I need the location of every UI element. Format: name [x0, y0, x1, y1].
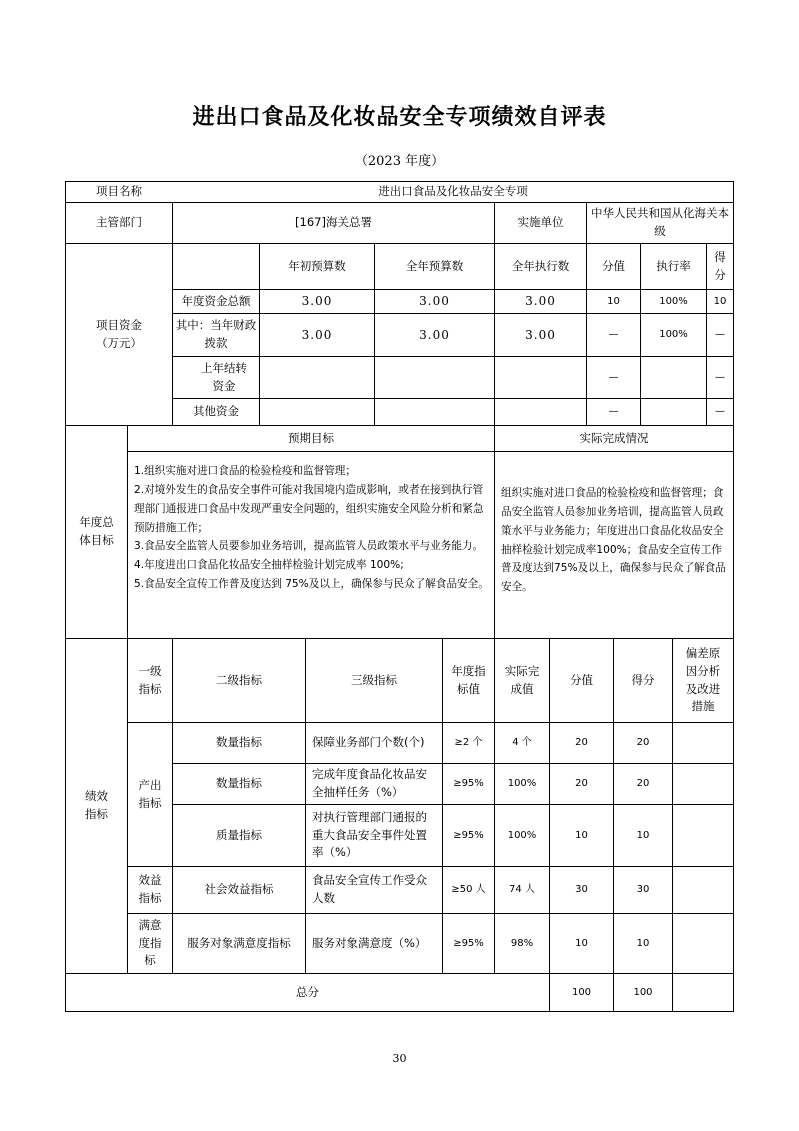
dept-value: [167]海关总署 — [295, 215, 372, 230]
perf-row-actual: 98% — [510, 937, 534, 949]
goals-expected-header: 预期目标 — [288, 430, 334, 445]
perf-row-l3: 食品安全宣传工作受众人数 — [312, 873, 427, 905]
goals-actual-header: 实际完成情况 — [579, 430, 649, 445]
funds-row-score: — — [715, 329, 725, 341]
perf-row-l2: 社会效益指标 — [204, 882, 274, 897]
funds-row-exec: 3.00 — [525, 294, 556, 309]
perf-row-l2: 服务对象满意度指标 — [187, 935, 291, 950]
funds-row-annual: 3.00 — [419, 327, 450, 342]
perf-row-l3: 完成年度食品化妆品安全抽样任务（%） — [312, 767, 427, 799]
goals-actual-item: 组织实施对进口食品的检验检疫和监督管理；食品安全监管人员参加业务培训，提高监管人员政策水平与业务能力；年度进出口食品化妆品安全抽样检验计划完成率100%；食品安全宣传工作普及度达到75%及以上，确保参与民众了解食品安全。 — [501, 487, 726, 594]
total-score-val: 100 — [571, 986, 592, 998]
perf-header-actual: 实际完成值 — [504, 663, 540, 696]
goals-expected-item: 1.组织实施对进口食品的检验检疫和监督管理； — [134, 465, 356, 477]
funds-header-score-val: 分值 — [602, 258, 625, 273]
perf-row-score-val: 20 — [575, 778, 588, 790]
perf-row-target: ≥95% — [453, 829, 484, 841]
funds-row-score-val: 10 — [607, 295, 620, 307]
perf-header-score: 得分 — [631, 672, 655, 687]
perf-row-score: 10 — [636, 829, 650, 841]
perf-row-score: 30 — [636, 884, 650, 896]
project-name-value: 进出口食品及化妆品安全专项 — [378, 184, 528, 199]
perf-label: 绩效指标 — [85, 789, 108, 821]
perf-row-l2: 质量指标 — [216, 827, 262, 842]
funds-row-score-val: — — [608, 406, 619, 418]
total-score: 100 — [633, 986, 653, 998]
perf-row-actual: 4 个 — [512, 737, 532, 749]
page-number: 30 — [392, 1052, 407, 1065]
funds-row-score: — — [715, 371, 725, 383]
goals-label: 年度总体目标 — [79, 515, 114, 547]
perf-row-actual: 100% — [507, 778, 537, 790]
funds-header-score: 得分 — [714, 249, 726, 282]
funds-header-rate: 执行率 — [656, 258, 691, 273]
perf-row-l3: 保障业务部门个数(个) — [312, 735, 425, 750]
perf-row-score: 20 — [636, 778, 650, 790]
perf-row-target: ≥95% — [453, 778, 484, 790]
goals-expected-item: 2.对境外发生的食品安全事件可能对我国境内造成影响，或者在接到执行管理部门通报进口食品中发现严重安全问题的，组织实施安全风险分析和紧急预防措施工作； — [134, 483, 484, 534]
perf-group-satisfaction: 满意度指标 — [138, 917, 162, 968]
funds-row-score-val: — — [608, 371, 619, 383]
funds-row-rate: 100% — [659, 295, 688, 307]
perf-header-l2: 二级指标 — [216, 672, 262, 687]
funds-row-annual: 3.00 — [419, 294, 450, 309]
perf-row-target: ≥95% — [453, 937, 484, 949]
perf-row-l3: 对执行管理部门通报的重大食品安全事件处置率（%） — [312, 809, 427, 860]
perf-row-score: 20 — [636, 737, 650, 749]
perf-row-score-val: 30 — [575, 884, 588, 896]
funds-row-score: 10 — [713, 295, 727, 307]
dept-label: 主管部门 — [96, 215, 142, 230]
funds-row-label: 年度资金总额 — [181, 293, 251, 308]
perf-row-l2: 数量指标 — [216, 776, 262, 791]
funds-label: 项目资金 （万元） — [96, 317, 142, 350]
funds-header-init: 年初预算数 — [288, 258, 346, 273]
impl-value: 中华人民共和国从化海关本级 — [591, 206, 729, 238]
perf-header-l3: 三级指标 — [351, 672, 397, 687]
funds-header-exec: 全年执行数 — [511, 258, 570, 273]
funds-row-label: 上年结转资金 — [201, 360, 247, 393]
goals-expected-item: 3.食品安全监管人员要参加业务培训，提高监管人员政策水平与业务能力。4.年度进出口食品化妆品安全抽样检验计划完成率 100%; — [134, 540, 484, 572]
perf-header-note: 偏差原因分析及改进措施 — [685, 645, 721, 714]
goals-actual-text — [501, 484, 729, 614]
project-name-label: 项目名称 — [96, 184, 142, 199]
perf-row-target: ≥50 人 — [451, 884, 486, 896]
total-label: 总分 — [296, 984, 319, 999]
perf-header-target: 年度指标值 — [451, 663, 486, 696]
perf-row-l2: 数量指标 — [216, 735, 262, 750]
perf-row-score-val: 10 — [575, 829, 588, 841]
perf-group-output: 产出指标 — [138, 777, 162, 810]
funds-row-init: 3.00 — [301, 294, 333, 309]
impl-label: 实施单位 — [517, 215, 564, 230]
funds-header-annual: 全年预算数 — [405, 258, 464, 273]
perf-header-l1: 一级指标 — [138, 663, 162, 696]
perf-row-score-val: 10 — [575, 937, 588, 949]
funds-row-label: 其中：当年财政拨款 — [175, 318, 257, 350]
perf-group-benefit: 效益指标 — [138, 873, 162, 905]
funds-row-exec: 3.00 — [525, 327, 556, 342]
page-title: 进出口食品及化妆品安全专项绩效自评表 — [192, 104, 607, 130]
perf-row-actual: 74 人 — [509, 884, 535, 896]
perf-row-score-val: 20 — [575, 737, 588, 749]
page-subtitle: （2023 年度） — [354, 154, 445, 169]
perf-header-score-val: 分值 — [570, 672, 593, 687]
perf-row-target: ≥2 个 — [454, 737, 483, 749]
perf-row-actual: 100% — [507, 829, 537, 841]
goals-expected-text — [134, 462, 490, 634]
funds-row-score-val: — — [608, 329, 619, 341]
funds-row-rate: 100% — [659, 329, 688, 341]
funds-row-init: 3.00 — [301, 327, 333, 342]
funds-row-label: 其他资金 — [193, 404, 239, 419]
perf-row-score: 10 — [636, 937, 650, 949]
funds-row-score: — — [715, 406, 725, 418]
goals-expected-item: 5.食品安全宣传工作普及度达到 75%及以上，确保参与民众了解食品安全。 — [134, 578, 489, 591]
perf-row-l3: 服务对象满意度（%） — [312, 935, 427, 950]
